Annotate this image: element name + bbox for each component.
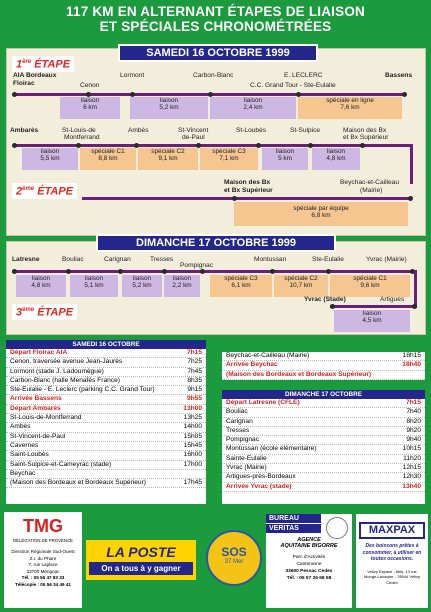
schedule-time: 12h30	[402, 473, 421, 481]
veritas-name-2: VERITAS	[266, 524, 321, 533]
city-carbon-blanc: Carbon-Blanc	[193, 72, 234, 79]
segment-speciale: spéciale C3 7,1 km	[200, 148, 258, 170]
city-ambes: Ambès	[128, 127, 149, 134]
veritas-region: AQUITAINE BIGORRE	[280, 543, 338, 549]
schedule-row	[222, 455, 425, 464]
schedule-place: Artigues-près-Bordeaux	[226, 473, 296, 481]
schedule-place: Tresses	[226, 426, 250, 434]
city-tresses: Tresses	[150, 256, 174, 263]
schedule-place: Arrivée Bassens	[10, 395, 62, 403]
segment-speciale: spéciale C2 10,7 km	[274, 275, 328, 297]
maxpax-address: Vélizy Espace - 6bis, 13 rue Monge-Lavoisier - 78944 Vélizy Cedex	[363, 568, 421, 585]
sos-sub: 37 Mer	[224, 559, 244, 565]
la-poste-slogan: On a tous à y gagner	[89, 562, 193, 575]
city-st-louis: St-Louis-de	[62, 127, 96, 134]
segment-liaison: liaison 4,8 km	[312, 148, 360, 170]
schedule-time: 13h40	[402, 482, 421, 490]
city-bx-superieur: et Bx Supérieur	[343, 134, 389, 141]
stop-dot	[66, 269, 71, 274]
city-de-paul: de-Paul	[182, 134, 205, 141]
tmg-line: Direction Régionale Sud-Ouest	[11, 549, 75, 554]
schedule-time: 7h25	[187, 358, 202, 366]
schedule-row	[222, 445, 425, 454]
etape-3-label: 3ème ÉTAPE	[12, 304, 77, 320]
schedule-time: 10h15	[402, 445, 421, 453]
schedule-place: Ste-Eulalie - E. Leclerc (parking C.C. Grand Tour)	[10, 386, 155, 394]
schedule-time: 9h15	[187, 386, 202, 394]
city-cenon: Cenon	[80, 82, 100, 89]
title-line-1: 117 KM EN ALTERNANT ÉTAPES DE LIAISON	[66, 4, 365, 19]
veritas-agence: AGENCE	[297, 537, 321, 543]
tmg-phone: Tél. : 05 56 47 83 33	[21, 575, 65, 580]
schedule-time: 15h05	[183, 432, 202, 440]
city-bx-superieur-2: et Bx Supérieur	[224, 187, 273, 194]
tmg-line: 7, rue Laplace	[28, 562, 58, 567]
schedule-row	[6, 461, 206, 470]
schedule-place: Arrivée Yvrac (stade)	[226, 482, 292, 490]
schedule-place: Départ Floirac AIA	[10, 349, 68, 356]
day2-banner: DIMANCHE 17 OCTOBRE 1999	[96, 234, 336, 252]
schedule-row	[6, 386, 206, 395]
schedule-place: Carbon-Blanc (halle Menafés France)	[10, 376, 120, 384]
stop-dot	[118, 269, 123, 274]
route-line-5	[330, 305, 417, 308]
veritas-emblem-icon	[326, 517, 348, 539]
schedule-time: 9h55	[186, 395, 202, 403]
city-maison-bx-2: Maison des Bx	[224, 179, 271, 186]
schedule-place: Saint-Sulpice-et-Cameyrac (stade)	[10, 460, 112, 468]
schedule-time: 7h15	[186, 349, 202, 356]
schedule-place: Départ Latresne (CFLE)	[226, 399, 300, 406]
schedule-row	[222, 408, 425, 417]
schedule-sunday-header: DIMANCHE 17 OCTOBRE	[222, 390, 425, 399]
schedule-place: Beychac	[10, 469, 36, 477]
tmg-logo: TMG	[23, 516, 63, 536]
segment-liaison: liaison 5,2 km	[130, 97, 208, 119]
stop-dot	[270, 269, 275, 274]
schedule-sunday	[222, 390, 425, 504]
city-yvrac-stade: Yvrac (Stade)	[304, 296, 346, 303]
city-carignan: Carignan	[104, 256, 131, 263]
schedule-row	[6, 368, 206, 377]
stop-dot	[12, 269, 17, 274]
schedule-row	[6, 423, 206, 432]
stop-dot	[232, 196, 237, 201]
schedule-row	[6, 451, 206, 460]
maxpax-slogan: Des boissons prêtes à consommer, à utiliser en toutes occasions.	[362, 543, 422, 562]
city-beychac-mairie: (Mairie)	[360, 187, 383, 194]
veritas-phone: Tél. : 05 57 26 68 58	[286, 576, 332, 581]
schedule-place: Pompignac	[226, 436, 259, 444]
schedule-time: 11h20	[403, 454, 421, 462]
schedule-place: Carignan	[226, 417, 253, 425]
schedule-place: St-Vincent-de-Paul	[10, 432, 66, 440]
schedule-row	[222, 399, 425, 408]
segment-liaison: liaison 5,2 km	[122, 275, 162, 297]
schedule-time: 8h35	[187, 376, 202, 384]
schedule-time: 17h00	[183, 460, 202, 468]
city-maison-bx: Maison des Bx	[343, 127, 387, 134]
city-latresne: Latresne	[12, 256, 40, 263]
day1-banner: SAMEDI 16 OCTOBRE 1999	[118, 44, 318, 62]
stop-dot	[330, 304, 335, 309]
segment-speciale: spéciale C1 9,6 km	[330, 275, 410, 297]
stop-dot	[162, 269, 167, 274]
schedule-place: Bouliac	[226, 408, 248, 416]
segment-liaison: liaison 4,8 km	[16, 275, 66, 297]
veritas-name-1: BUREAU	[266, 514, 321, 523]
segment-liaison: liaison 5,1 km	[70, 275, 118, 297]
schedule-time: 18h40	[402, 361, 421, 369]
stop-dot	[402, 92, 407, 97]
schedule-saturday-end	[222, 352, 425, 380]
veritas-line: Parc d'Activités	[292, 555, 326, 560]
schedule-row	[222, 473, 425, 482]
stop-dot	[412, 304, 417, 309]
city-bassens: Bassens	[385, 72, 413, 79]
schedule-time: 13h25	[183, 414, 202, 422]
schedule-time: 9h20	[406, 426, 421, 434]
schedule-row	[222, 371, 425, 380]
schedule-row	[222, 483, 425, 492]
segment-speciale: spéciale C3 6,1 km	[210, 275, 272, 297]
stop-dot	[326, 269, 331, 274]
schedule-row	[6, 395, 206, 404]
schedule-time: 7h45	[187, 367, 202, 375]
schedule-time: 8h20	[406, 417, 421, 425]
schedule-time: 7h15	[405, 399, 421, 406]
segment-speciale: spéciale C2 9,1 km	[138, 148, 198, 170]
schedule-saturday-header: SAMEDI 16 OCTOBRE	[6, 340, 206, 349]
stop-dot	[12, 92, 17, 97]
schedule-time: 14h00	[183, 423, 202, 431]
city-montferrand: Montferrand	[64, 134, 100, 141]
sponsor-sos-logo	[206, 530, 262, 586]
city-ste-eulalie: Ste-Eulalie	[312, 256, 344, 263]
schedule-place: Sainte-Eulalie	[226, 454, 267, 462]
segment-speciale-equipe: spéciale par équipe 6,8 km	[234, 202, 408, 226]
city-cc-grand-tour: C.C. Grand Tour - Ste-Eulalie	[250, 82, 336, 89]
city-beychac: Beychac-et-Cailleau	[340, 179, 400, 186]
stop-dot	[408, 196, 413, 201]
schedule-time: 18h15	[402, 352, 421, 359]
schedule-time: 17h45	[183, 479, 202, 487]
schedule-row	[222, 418, 425, 427]
schedule-place: Départ Ambarès	[10, 404, 61, 412]
schedule-row	[6, 442, 206, 451]
etape-1-label: 1ère ÉTAPE	[12, 56, 74, 72]
schedule-time: 7h40	[406, 408, 421, 416]
sos-name: SOS	[221, 545, 247, 559]
schedule-place: Lormont (stade J. Ladoumègue)	[10, 367, 104, 375]
route-line-4	[12, 270, 414, 273]
schedule-place: Beychac-et-Cailleau (Mairie)	[226, 352, 310, 359]
schedule-saturday	[6, 340, 206, 504]
sponsor-la-poste	[86, 540, 196, 580]
route-connector	[410, 144, 413, 184]
schedule-place: (Maison des Bordeaux et Bordeaux Supérieur)	[10, 479, 146, 487]
route-connector	[414, 270, 417, 306]
schedule-time: 12h15	[402, 464, 421, 472]
schedule-place: (Maison des Bordeaux et Bordeaux Supérieur)	[226, 370, 372, 378]
segment-speciale: spéciale en ligne 7,6 km	[298, 97, 402, 119]
schedule-row	[222, 427, 425, 436]
segment-liaison: liaison 2,4 km	[210, 97, 296, 119]
schedule-place: Cavernes	[10, 441, 39, 449]
city-artigues: Artigues	[380, 296, 405, 303]
city-st-vincent: St-Vincent	[178, 127, 209, 134]
route-line-3	[82, 197, 412, 200]
schedule-row	[6, 479, 206, 488]
schedule-place: Arrivée Beychac	[226, 361, 278, 369]
city-leclerc: E. LECLERC	[284, 72, 323, 79]
schedule-time: 9h40	[406, 436, 421, 444]
schedule-place: Ambès	[10, 423, 31, 431]
segment-liaison: liaison 6 km	[60, 97, 120, 119]
schedule-row	[222, 464, 425, 473]
schedule-place: St-Louis-de-Montferrand	[10, 414, 82, 422]
schedule-time: 15h45	[183, 441, 202, 449]
city-st-sulpice: St-Sulpice	[290, 127, 321, 134]
maxpax-logo: MAXPAX	[359, 522, 425, 539]
veritas-line: 33600 Pessac Cedex	[285, 569, 333, 574]
schedule-row	[6, 414, 206, 423]
stop-dot	[12, 143, 17, 148]
schedule-place: Yvrac (Mairie)	[226, 464, 267, 472]
title-line-2: ET SPÉCIALES CHRONOMÉTRÉES	[99, 19, 332, 34]
stop-dot	[360, 143, 365, 148]
segment-liaison: liaison 2,2 km	[164, 275, 200, 297]
schedule-row	[6, 358, 206, 367]
city-bouliac: Bouliac	[62, 256, 84, 263]
schedule-row	[222, 361, 425, 370]
city-yvrac-mairie: Yvrac (Mairie)	[366, 256, 407, 263]
city-pompignac: Pompignac	[180, 262, 213, 269]
city-floirac: Floirac	[13, 80, 35, 87]
sponsor-bureau-veritas	[266, 514, 352, 608]
sponsor-maxpax	[356, 514, 428, 608]
sponsor-tmg	[4, 512, 82, 608]
schedule-place: Saint-Loubès	[10, 451, 49, 459]
city-lormont: Lormont	[120, 72, 145, 79]
tmg-fax: Télécopie : 05 56 34 49 41	[15, 581, 71, 587]
schedule-row	[6, 470, 206, 479]
schedule-time: 13h00	[183, 404, 202, 412]
schedule-row	[222, 436, 425, 445]
segment-liaison: liaison 5,5 km	[22, 148, 78, 170]
tmg-line: 33700 Mérignac	[26, 568, 60, 574]
schedule-row	[6, 433, 206, 442]
la-poste-logo: LA POSTE	[106, 544, 176, 560]
tmg-line: Z.I. du Phare	[29, 555, 57, 561]
schedule-place: Montussan (école élémentaire)	[226, 445, 317, 453]
schedule-row	[222, 352, 425, 361]
schedule-place: Cenon, traversée avenue Jean-Jaurès	[10, 358, 123, 366]
veritas-line: Canteranne	[296, 562, 322, 567]
segment-speciale: spéciale C1 8,8 km	[80, 148, 136, 170]
city-st-loubes: St-Loubès	[236, 127, 267, 134]
tmg-subtitle: DÉLÉGATION DE PROVENCE	[13, 538, 73, 543]
segment-liaison: liaison 5 km	[262, 148, 308, 170]
route-line-2	[13, 144, 413, 147]
stop-dot	[200, 269, 205, 274]
schedule-row	[6, 405, 206, 414]
etape-2-label: 2ème ÉTAPE	[12, 183, 77, 199]
city-aia-bordeaux: AIA Bordeaux	[13, 72, 57, 79]
schedule-time: 16h00	[183, 451, 202, 459]
schedule-row	[6, 349, 206, 358]
city-montussan: Montussan	[254, 256, 287, 263]
segment-liaison: liaison 4,5 km	[334, 310, 410, 332]
city-ambares: Ambarès	[10, 127, 39, 134]
schedule-row	[6, 377, 206, 386]
